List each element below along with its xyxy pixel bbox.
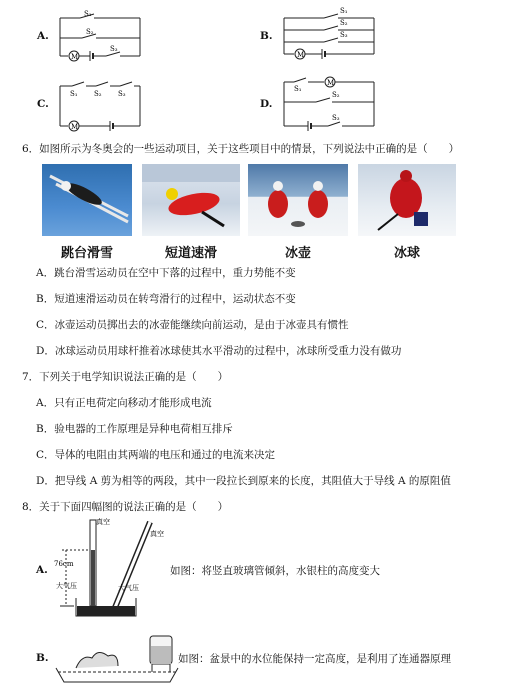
q6-option-d[interactable]: D．冰球运动员用球杆推着冰球使其水平滑动的过程中，冰球所受重力没有做功 — [36, 345, 402, 357]
ski-jumping-photo — [42, 164, 132, 236]
q5-option-a[interactable] — [0, 0, 260, 70]
ski-jumper-figure — [42, 164, 132, 236]
switch-label: S₃ — [332, 114, 340, 122]
q6-stem: 6．如图所示为冬奥会的一些运动项目，关于这些项目中的情景，下列说法中正确的是（ ） — [22, 143, 460, 155]
atm-label: 大气压 — [56, 582, 77, 590]
q8-stem: 8．关于下面四幅图的说法正确的是（ ） — [22, 501, 229, 513]
motor-label: M — [71, 53, 79, 61]
speed-skating-photo — [142, 164, 240, 236]
option-letter: B. — [260, 30, 273, 42]
ice-hockey-photo — [358, 164, 456, 236]
q7-option-b[interactable]: B．验电器的工作原理是异种电荷相互排斥 — [36, 423, 233, 435]
atm-label: 大气压 — [118, 584, 139, 592]
switch-label: S₃ — [110, 45, 118, 53]
curling-figures — [248, 164, 348, 236]
q7-option-d[interactable]: D．把导线 A 剪为相等的两段，其中一段拉长到原来的长度，其阻值大于导线 A 的原阻值 — [36, 475, 451, 487]
switch-label: S₁ — [294, 85, 302, 93]
switch-label: S₃ — [340, 31, 348, 39]
motor-label: M — [297, 51, 305, 59]
q8-option-b-text: 如图：盆景中的水位能保持一定高度，是利用了连通器原理 — [178, 653, 451, 665]
photo-caption: 跳台滑雪 — [60, 246, 113, 261]
switch-label: S₁ — [84, 10, 92, 18]
switch-label: S₂ — [94, 90, 102, 98]
q8-option-a-text: 如图：将竖直玻璃管倾斜，水银柱的高度变大 — [170, 565, 380, 577]
vacuum-label: 真空 — [150, 530, 164, 538]
circuit-diagram-d — [274, 72, 384, 136]
torricelli-diagram — [52, 514, 182, 626]
q7-option-c[interactable]: C．导体的电阻由其两端的电压和通过的电流来决定 — [36, 449, 276, 461]
switch-label: S₁ — [70, 90, 78, 98]
photo-caption: 冰球 — [393, 246, 420, 261]
option-letter: C. — [37, 98, 49, 110]
bonsai-tray-diagram — [52, 628, 182, 692]
q6-option-b[interactable]: B．短道速滑运动员在转弯滑行的过程中，运动状态不变 — [36, 293, 296, 305]
q7-option-a[interactable]: A．只有正电荷定向移动才能形成电流 — [36, 397, 212, 409]
photo-caption: 冰壶 — [284, 246, 311, 261]
switch-label: S₂ — [86, 28, 94, 36]
option-letter: A. — [36, 564, 48, 576]
curling-photo — [248, 164, 348, 236]
q5-option-b[interactable] — [260, 0, 530, 70]
vacuum-label: 真空 — [96, 518, 110, 526]
switch-label: S₂ — [332, 91, 340, 99]
q7-stem: 7．下列关于电学知识说法正确的是（ ） — [22, 371, 229, 383]
q8-option-a[interactable] — [30, 514, 510, 626]
height-label: 76cm — [54, 560, 74, 568]
q6-option-c[interactable]: C．冰壶运动员掷出去的冰壶能继续向前运动，是由于冰壶具有惯性 — [36, 319, 349, 331]
hockey-player-figure — [358, 164, 456, 236]
motor-label: M — [71, 123, 79, 131]
option-letter: B. — [36, 652, 49, 664]
q5-option-c[interactable] — [0, 70, 260, 138]
photo-caption: 短道速滑 — [164, 246, 217, 261]
switch-label: S₃ — [118, 90, 126, 98]
q5-option-d[interactable] — [260, 70, 530, 138]
switch-label: S₂ — [340, 19, 348, 27]
circuit-diagram-b — [274, 4, 384, 66]
switch-label: S₁ — [340, 7, 348, 15]
option-letter: D. — [260, 98, 273, 110]
q8-option-b[interactable] — [30, 626, 510, 696]
circuit-diagram-a — [50, 8, 150, 66]
option-letter: A. — [37, 30, 49, 42]
motor-label: M — [327, 79, 335, 87]
circuit-diagram-c — [50, 76, 150, 136]
q6-option-a[interactable]: A．跳台滑雪运动员在空中下落的过程中，重力势能不变 — [36, 267, 296, 279]
speed-skater-figure — [142, 164, 240, 236]
